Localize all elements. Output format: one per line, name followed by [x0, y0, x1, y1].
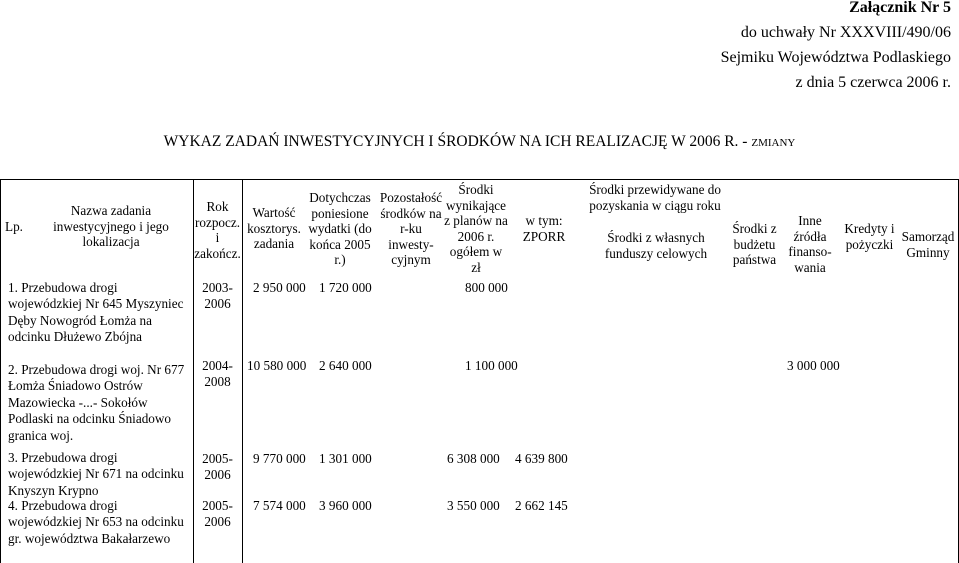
row-number: 2.	[8, 362, 18, 377]
row-spent: 3 960 000	[319, 498, 372, 513]
row-planned: 6 308 000	[447, 451, 500, 466]
row-planned: 800 000	[465, 280, 508, 295]
table-row	[8, 362, 194, 444]
row-cost: 2 950 000	[253, 280, 306, 295]
row-years: 2005-2006	[202, 451, 233, 482]
col-name: Nazwa zadania inwestycyjnego i jego lokalizacja	[53, 203, 169, 249]
row-gmina: 3 000 000	[787, 358, 840, 373]
col-sources: Środki przewidywane do pozyskania w ciągu roku	[589, 182, 721, 213]
row-planned: 3 550 000	[447, 498, 500, 513]
col-own-funds: Środki z własnych funduszy celowych	[604, 230, 708, 261]
table-row	[8, 280, 188, 346]
annex-number: Załącznik Nr 5	[849, 0, 951, 16]
col-lp: Lp.	[5, 219, 23, 234]
table-row	[8, 450, 194, 499]
col-credits: Kredyty i pożyczki	[844, 221, 895, 252]
col-state-budget: Środki z budżetu państwa	[732, 221, 777, 267]
document-title	[0, 133, 959, 151]
table-row	[8, 498, 194, 547]
sejmik-line: Sejmiku Województwa Podlaskiego	[720, 49, 951, 66]
col-gmina: Samorząd Gminny	[901, 229, 955, 260]
col-zporr: w tym: ZPORR	[522, 213, 566, 244]
row-number: 4.	[8, 498, 18, 513]
title-suffix: ZMIANY	[751, 137, 796, 149]
resolution-line: do uchwały Nr XXXVIII/490/06	[740, 24, 951, 41]
row-description: Przebudowa drogi woj. Nr 677 Łomża Śniadowo Ostrów Mazowiecka -...- Sokołów Podlaski na odcinku Śniadowo granica woj.	[8, 362, 185, 443]
row-number: 3.	[8, 450, 18, 465]
row-zporr: 2 662 145	[515, 498, 568, 513]
row-cost: 7 574 000	[253, 498, 306, 513]
row-spent: 2 640 000	[319, 358, 372, 373]
row-years: 2005-2006	[202, 498, 233, 529]
row-years: 2003-2006	[202, 280, 233, 311]
row-cost: 9 770 000	[253, 451, 306, 466]
col-remaining: Pozostałość środków na r-ku inwesty-cyjnym	[379, 190, 443, 267]
row-planned: 1 100 000	[465, 358, 518, 373]
col-years: Rok rozpocz. i zakończ.	[194, 199, 241, 261]
date-line: z dnia 5 czerwca 2006 r.	[795, 74, 951, 91]
row-spent: 1 720 000	[319, 280, 372, 295]
row-description: Przebudowa drogi wojewódzkiej Nr 653 na odcinku gr. województwa Bakałarzewo	[8, 498, 184, 546]
row-number: 1.	[8, 280, 18, 295]
row-spent: 1 301 000	[319, 451, 372, 466]
row-years: 2004-2008	[202, 358, 233, 389]
col-cost: Wartość kosztorys. zadania	[247, 205, 301, 251]
col-spent: Dotychczas poniesione wydatki (do końca 2005 r.)	[308, 190, 372, 267]
row-zporr: 4 639 800	[515, 451, 568, 466]
row-description: Przebudowa drogi wojewódzkiej Nr 645 Myszyniec Dęby Nowogród Łomża na odcinku Dłużewo Zbójna	[8, 280, 184, 345]
col-other-sources: Inne źródła finanso-wania	[788, 213, 832, 275]
title-main: WYKAZ ZADAŃ INWESTYCYJNYCH I ŚRODKÓW NA ICH REALIZACJĘ W 2006 R. -	[163, 133, 752, 150]
row-description: Przebudowa drogi wojewódzkiej Nr 671 na odcinku Knyszyn Krypno	[8, 450, 184, 498]
row-cost: 10 580 000	[247, 358, 307, 373]
col-planned: Środki wynikające z planów na 2006 r. ogółem w zł	[444, 182, 508, 275]
